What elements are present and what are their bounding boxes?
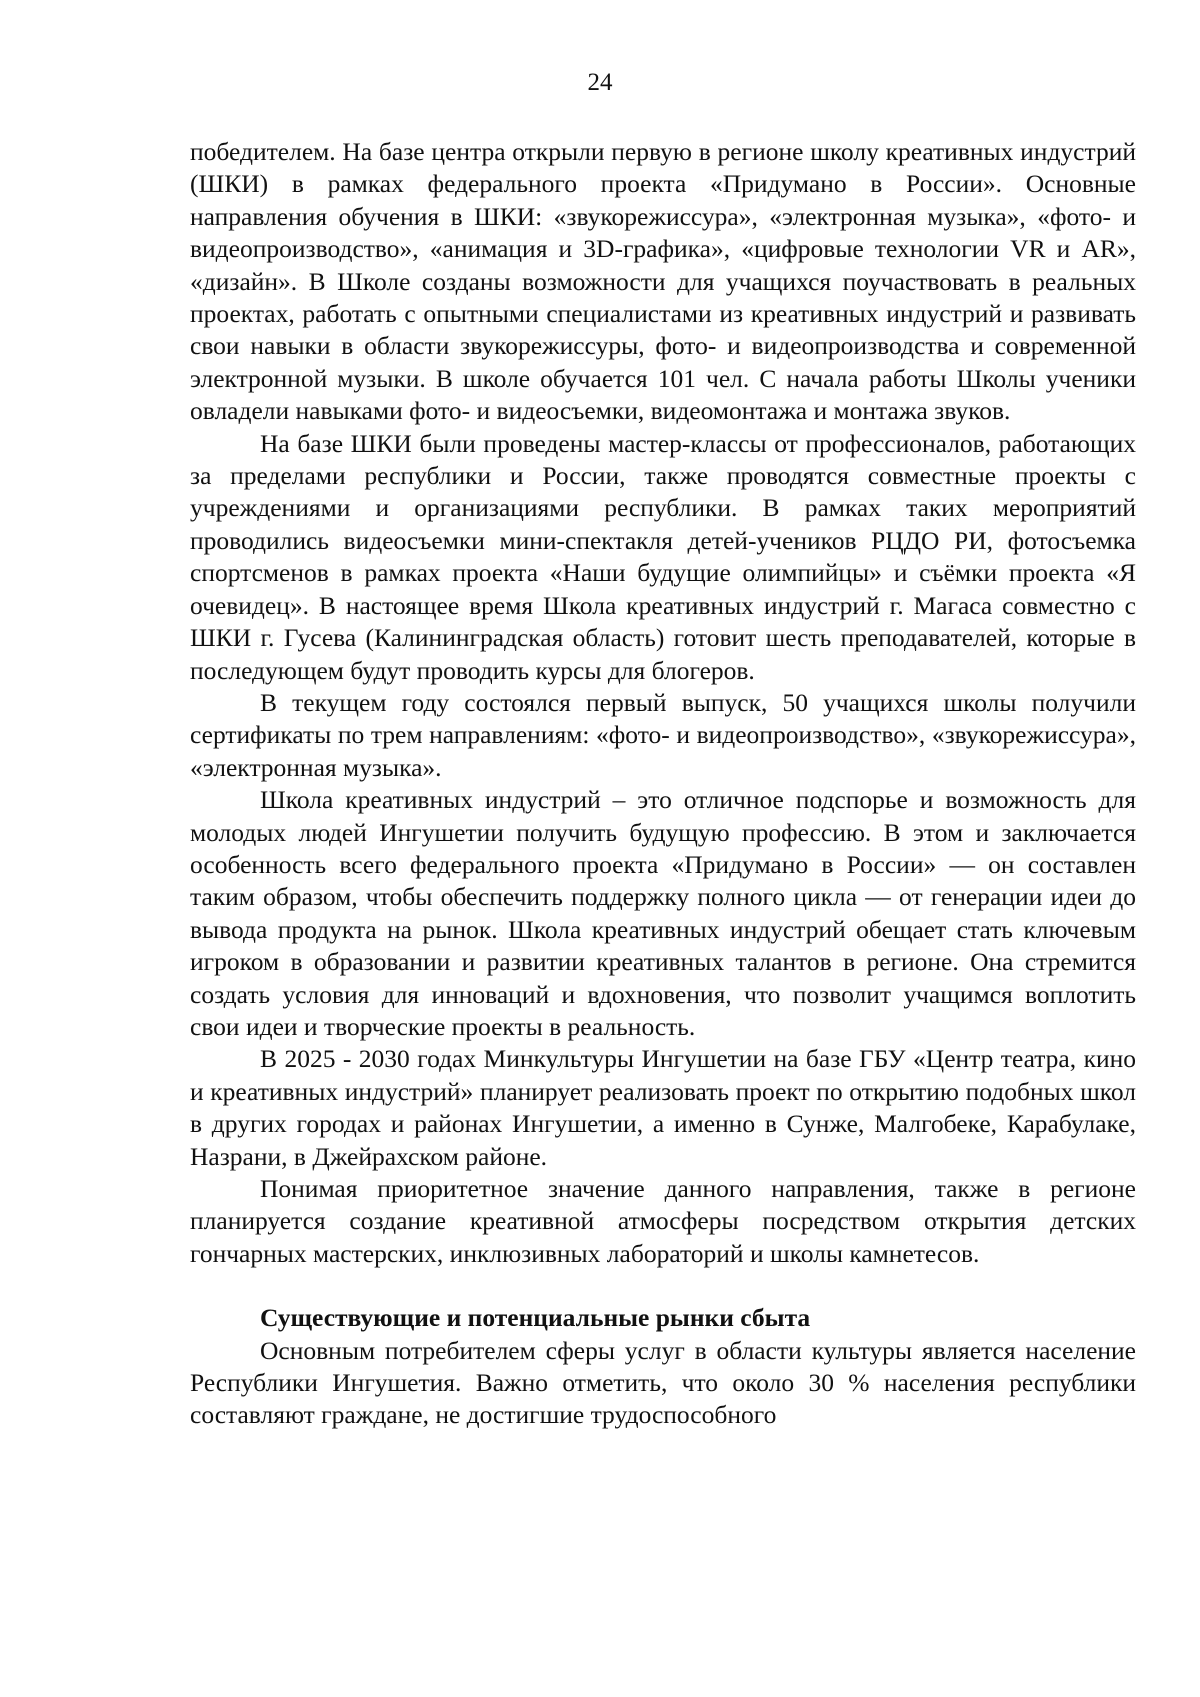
page-number: 24 bbox=[587, 69, 613, 96]
paragraph-master-classes: На базе ШКИ были проведены мастер-классы от профессионалов, работающих за пределами республики и России, также проводятся совместные проекты с учреждениями и организациями республики. В рамках таких мероприятий проводились видеосъемки мини-спектакля детей-учеников РЦДО РИ, фотосъемка спортсменов в рамках проекта «Наши будущие олимпийцы» и съёмки проекта «Я очевидец». В настоящее время Школа креативных индустрий г. Магаса совместно с ШКИ г. Гусева (Калининградская область) готовит шесть преподавателей, которые в последующем будут проводить курсы для блогеров. bbox=[190, 428, 1136, 685]
paragraph-markets: Основным потребителем сферы услуг в области культуры является население Республики Ингушетия. Важно отметить, что около 30 % населения республики составляют граждане, не достигшие трудоспособного bbox=[190, 1335, 1136, 1430]
paragraph-school-value: Школа креативных индустрий – это отличное подспорье и возможность для молодых людей Ингушетии получить будущую профессию. В этом и заключается особенность всего федерального проекта «Придумано в России» — он составлен таким образом, чтобы обеспечить поддержку полного цикла — от генерации идеи до вывода продукта на рынок. Школа креативных индустрий обещает стать ключевым игроком в образовании и развитии креативных талантов в регионе. Она стремится создать условия для инноваций и вдохновения, что позволит учащимся воплотить свои идеи и творческие проекты в реальность. bbox=[190, 785, 1136, 1041]
paragraph-continued: победителем. На базе центра открыли первую в регионе школу креативных индустрий (ШКИ) в рамках федерального проекта «Придумано в России». Основные направления обучения в ШКИ: «звукорежиссура», «электронная музыка», «фото- и видеопроизводство», «анимация и 3D-графика», «цифровые технологии VR и AR», «дизайн». В Школе созданы возможности для учащихся поучаствовать в реальных проектах, работать с опытными специалистами из креативных индустрий и развивать свои навыки в области звукорежиссуры, фото- и видеопроизводства и современной электронной музыки. В школе обучается 101 чел. С начала работы Школы ученики овладели навыками фото- и видеосъемки, видеомонтажа и монтажа звуков. bbox=[190, 137, 1136, 426]
paragraph-creative-atmosphere: Понимая приоритетное значение данного направления, также в регионе планируется создание креативной атмосферы посредством открытия детских гончарных мастерских, инклюзивных лабораторий и школы камнетесов. bbox=[190, 1174, 1136, 1268]
paragraph-expansion-plans: В 2025 - 2030 годах Минкультуры Ингушетии на базе ГБУ «Центр театра, кино и креативных индустрий» планирует реализовать проект по открытию подобных школ в других городах и районах Ингушетии, а именно в Сунже, Малгобеке, Карабулаке, Назрани, в Джейрахском районе. bbox=[190, 1044, 1136, 1171]
paragraph-first-graduation: В текущем году состоялся первый выпуск, 50 учащихся школы получили сертификаты по трем направлениям: «фото- и видеопроизводство», «звукорежиссура», «электронная музыка». bbox=[190, 687, 1136, 782]
section-heading: Существующие и потенциальные рынки сбыта bbox=[260, 1303, 811, 1333]
document-body bbox=[190, 136, 1136, 1432]
